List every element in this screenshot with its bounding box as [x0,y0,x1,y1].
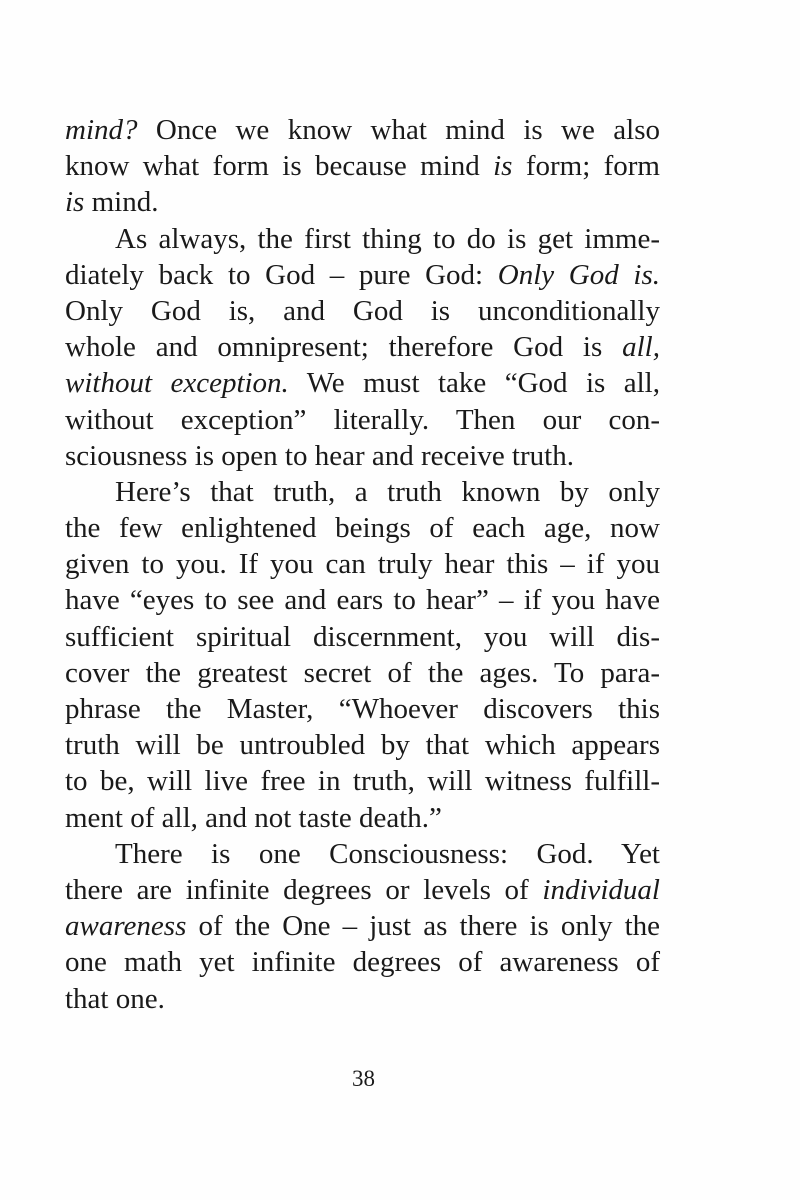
text-run: sufficient spiritual discernment, you will dis- [65,620,660,653]
italic-text: is [65,186,85,219]
italic-text: without exception. [65,367,289,400]
italic-text: is [493,150,513,183]
text-run: diately back to God – pure God: [65,258,498,291]
text-run: ment of all, and not taste death.” [65,801,442,834]
text-line [65,510,660,546]
text-line [65,944,660,980]
text-line [65,112,660,148]
text-line [65,836,660,872]
text-line [65,402,660,438]
page-number: 38 [352,1066,375,1091]
text-run: Once we know what mind is we also [137,114,660,146]
text-line [65,293,660,329]
paragraph [65,221,660,474]
text-run: There is one Consciousness: God. Yet [115,837,660,870]
text-run: given to you. If you can truly hear this – if you [65,548,660,581]
text-line [65,221,660,257]
italic-text: mind? [65,114,138,146]
text-run: one math yet infinite degrees of awareness of [65,946,660,979]
text-line [65,981,660,1017]
text-run: We must take “God is all, [288,367,660,400]
text-line [65,691,660,727]
text-run: have “eyes to see and ears to hear” – if you have [65,584,660,617]
text-run: of the One – just as there is only the [186,910,660,943]
text-line [65,908,660,944]
text-run: mind. [84,186,159,219]
text-line [65,546,660,582]
text-line [65,148,660,184]
text-run: without exception” literally. Then our con- [65,403,660,436]
text-run: Here’s that truth, a truth known by only [115,475,660,508]
text-run: the few enlightened beings of each age, now [65,512,660,545]
paragraph [65,112,660,221]
italic-text: individual [542,873,660,906]
text-line [65,763,660,799]
text-run: cover the greatest secret of the ages. To para- [65,656,660,689]
text-line [65,257,660,293]
text-run: Only God is, and God is unconditionally [65,294,660,327]
text-line [65,727,660,763]
text-run: whole and omnipresent; therefore God is [65,331,623,364]
text-run: there are infinite degrees or levels of [65,873,543,906]
text-line [65,438,660,474]
text-line [65,800,660,836]
text-line [65,184,660,220]
body-text [65,112,660,1017]
italic-text: awareness [65,910,187,943]
text-line [65,365,660,401]
text-line [65,582,660,618]
text-line [65,619,660,655]
text-line [65,329,660,365]
paragraph [65,474,660,836]
text-run: phrase the Master, “Whoever discovers this [65,693,660,725]
text-line [65,872,660,908]
text-line [65,655,660,691]
italic-text: Only God is. [497,258,660,291]
text-run: form; form [512,150,660,183]
text-run: As always, the first thing to do is get imme- [115,222,660,255]
italic-text: all, [622,331,660,364]
paragraph [65,836,660,1017]
text-run: truth will be untroubled by that which appears [65,729,660,762]
text-run: to be, will live free in truth, will witness fulfill- [65,765,660,798]
text-run: sciousness is open to hear and receive truth. [65,439,574,472]
text-run: know what form is because mind [65,150,494,183]
text-run: that one. [65,982,165,1015]
text-line [65,474,660,510]
